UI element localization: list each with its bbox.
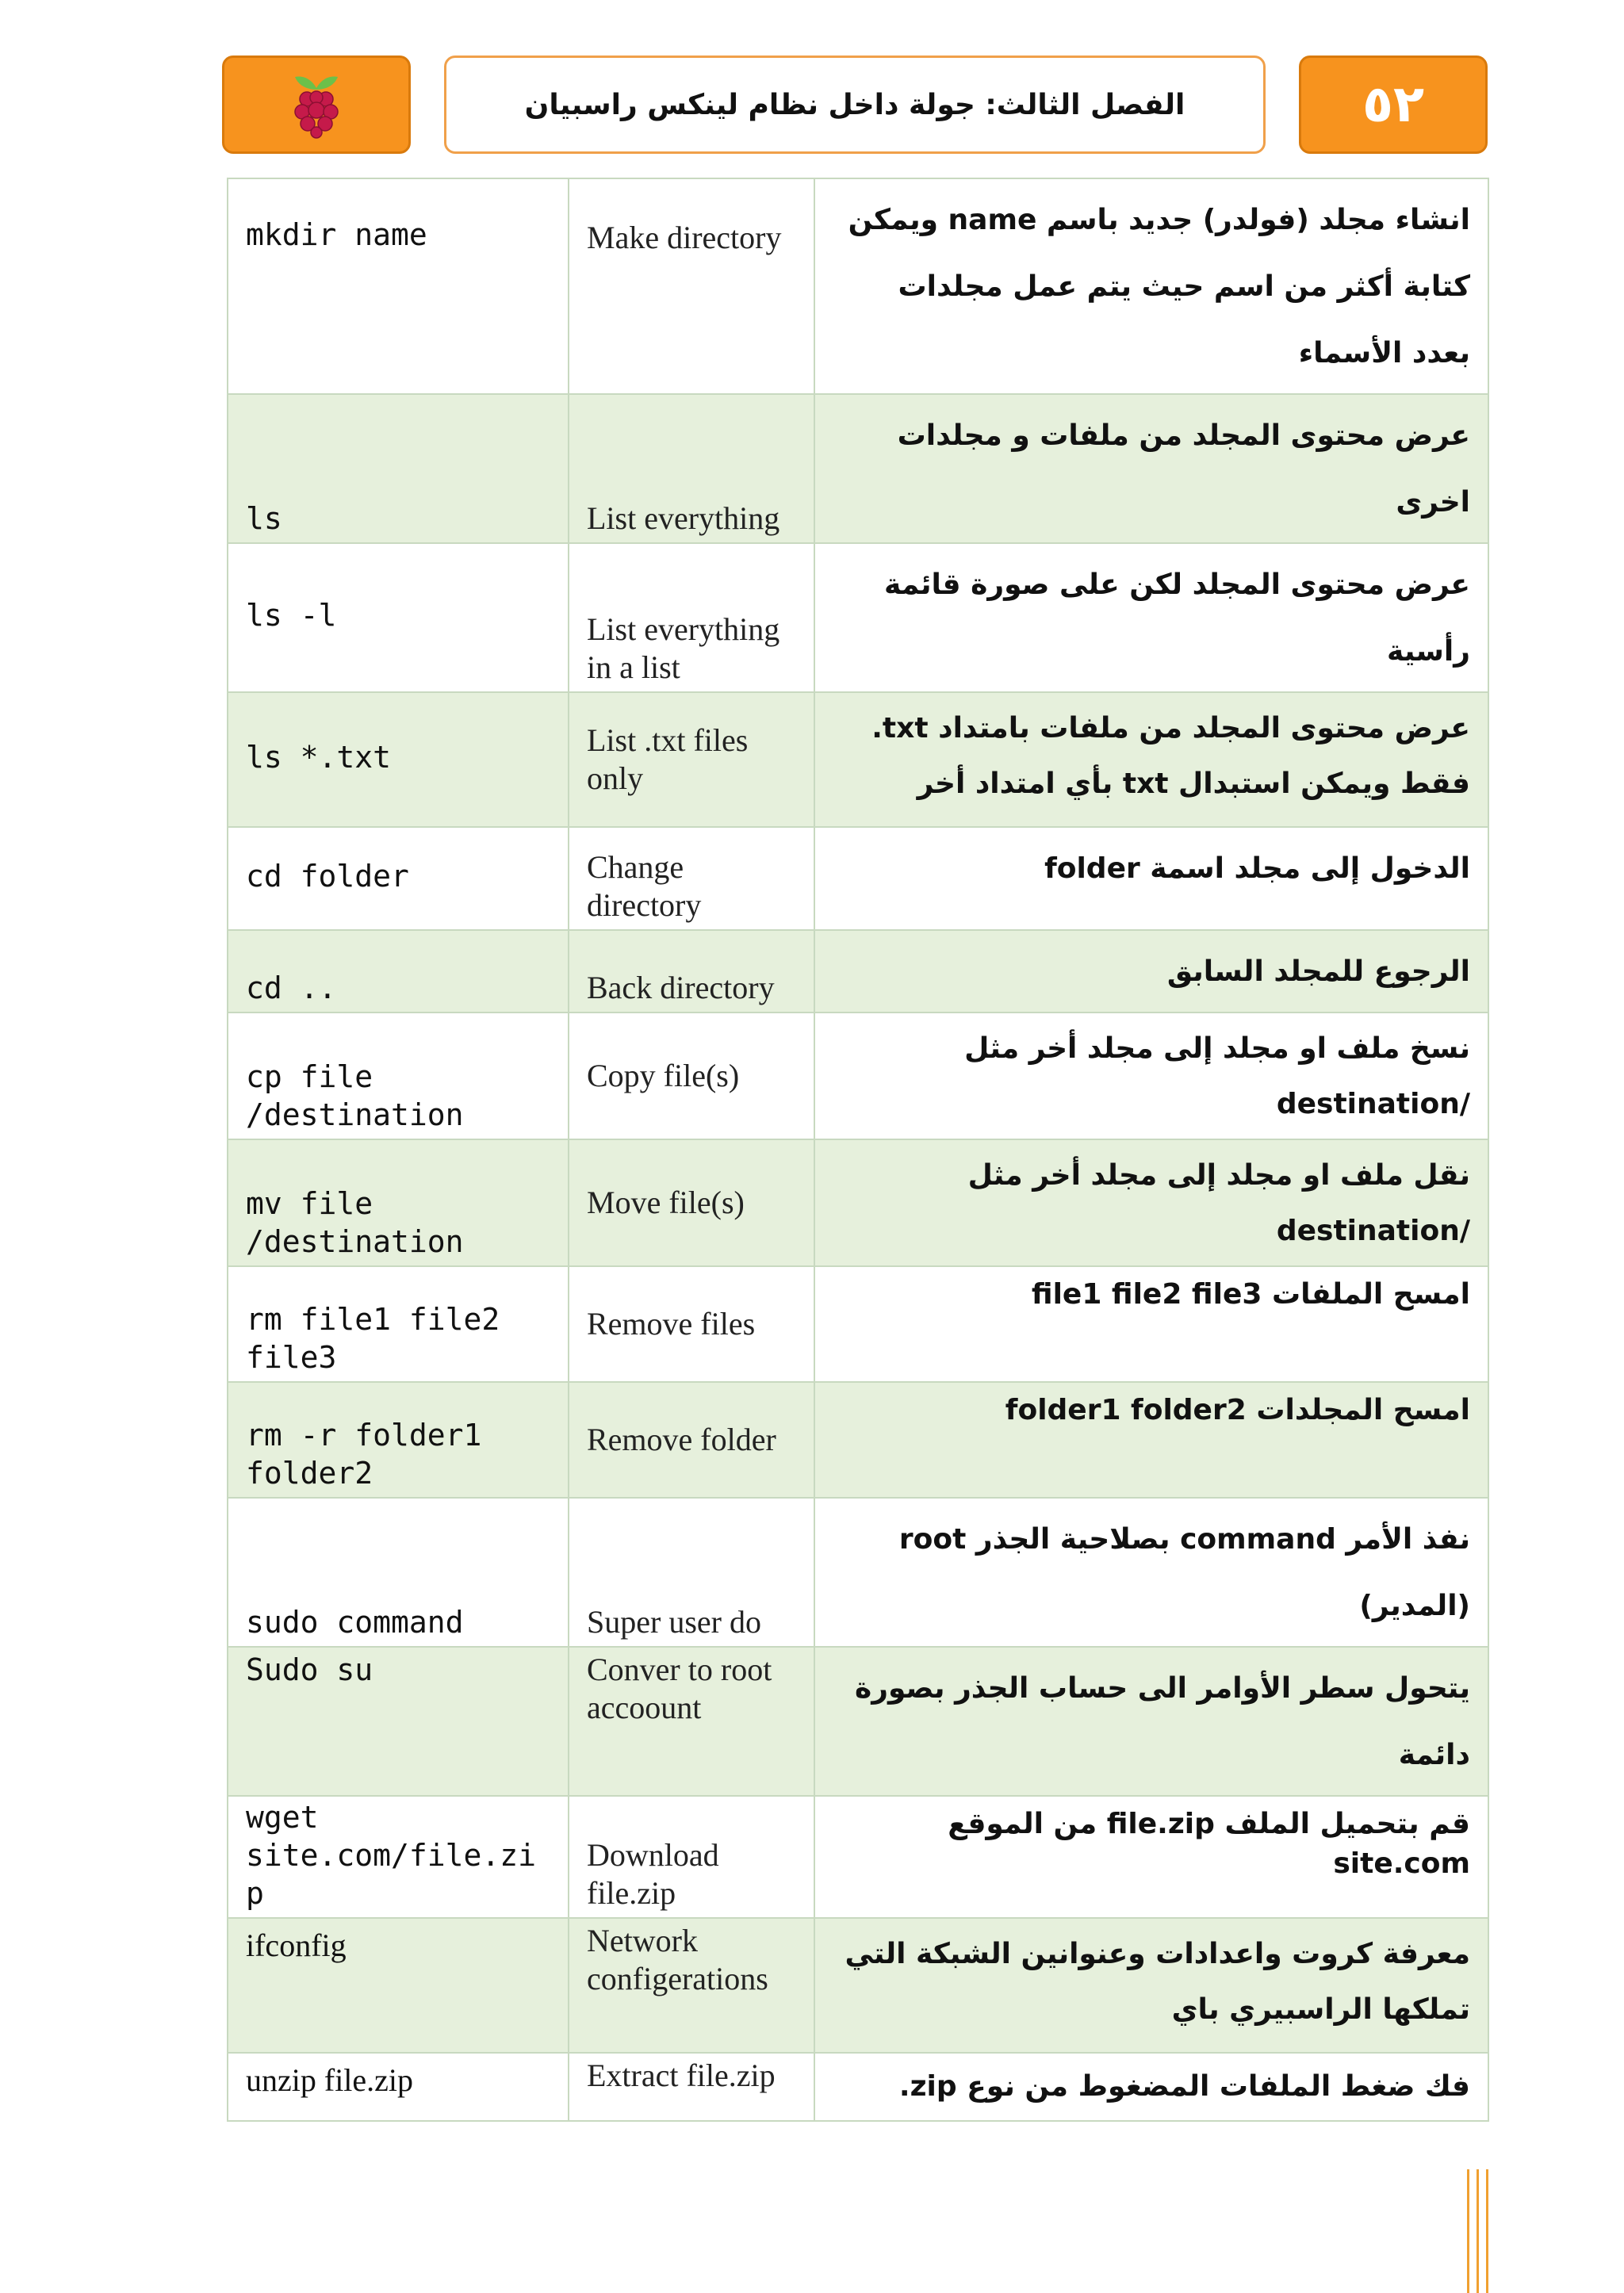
table-row (228, 692, 1488, 827)
logo-badge (222, 56, 411, 154)
english-description-cell: Change directory (569, 827, 814, 930)
english-description-cell: Copy file(s) (569, 1013, 814, 1139)
table-row (228, 394, 1488, 543)
arabic-description-cell: امسح المجلدات folder1 folder2 (814, 1382, 1488, 1498)
arabic-description-cell: نقل ملف او مجلد إلى مجلد أخر مثل /destination (814, 1139, 1488, 1266)
table-row (228, 178, 1488, 394)
command-cell: ls *.txt (228, 692, 569, 827)
arabic-description-cell: الرجوع للمجلد السابق (814, 930, 1488, 1013)
command-cell: cd folder (228, 827, 569, 930)
english-description-cell: Network configerations (569, 1918, 814, 2053)
table-row (228, 827, 1488, 930)
decorative-lines (1467, 2169, 1491, 2293)
table-row (228, 2053, 1488, 2121)
command-cell: ifconfig (228, 1918, 569, 2053)
english-description-cell: Conver to root accoount (569, 1647, 814, 1796)
english-description-cell: Back directory (569, 930, 814, 1013)
arabic-description-cell: نسخ ملف او مجلد إلى مجلد أخر مثل /destination (814, 1013, 1488, 1139)
english-description-cell: Extract file.zip (569, 2053, 814, 2121)
english-description-cell: Super user do (569, 1498, 814, 1647)
arabic-description-cell: امسح الملفات file1 file2 file3 (814, 1266, 1488, 1382)
chapter-title: الفصل الثالث: جولة داخل نظام لينكس راسبيان (524, 88, 1185, 121)
arabic-description-cell: انشاء مجلد (فولدر) جديد باسم name ويمكن كتابة أكثر من اسم حيث يتم عمل مجلدات بعدد الأسماء (814, 178, 1488, 394)
english-description-cell: List everything in a list (569, 543, 814, 692)
command-cell: ls -l (228, 543, 569, 692)
table-row (228, 1796, 1488, 1918)
arabic-description-cell: يتحول سطر الأوامر الى حساب الجذر بصورة دائمة (814, 1647, 1488, 1796)
arabic-description-cell: الدخول إلى مجلد اسمة folder (814, 827, 1488, 930)
chapter-title-box (444, 56, 1266, 154)
commands-table (227, 178, 1489, 2122)
page-number: ٥٢ (1362, 75, 1425, 134)
command-cell: Sudo su (228, 1647, 569, 1796)
arabic-description-cell: نفذ الأمر command بصلاحية الجذر root (المدير) (814, 1498, 1488, 1647)
table-row (228, 1139, 1488, 1266)
arabic-description-cell: عرض محتوى المجلد من ملفات و مجلدات اخرى (814, 394, 1488, 543)
english-description-cell: List .txt files only (569, 692, 814, 827)
arabic-description-cell: عرض محتوى المجلد من ملفات بامتداد txt. فقط ويمكن استبدال txt بأي امتداد أخر (814, 692, 1488, 827)
arabic-description-cell: قم بتحميل الملف file.zip من الموقع site.com (814, 1796, 1488, 1918)
english-description-cell: Make directory (569, 178, 814, 394)
page-number-box (1299, 56, 1488, 154)
raspberry-pi-logo-icon (289, 71, 344, 139)
command-cell: wget site.com/file.zip (228, 1796, 569, 1918)
english-description-cell: Download file.zip (569, 1796, 814, 1918)
table-row (228, 1498, 1488, 1647)
command-cell: cp file /destination (228, 1013, 569, 1139)
english-description-cell: Remove folder (569, 1382, 814, 1498)
command-cell: unzip file.zip (228, 2053, 569, 2121)
arabic-description-cell: فك ضغط الملفات المضغوط من نوع zip. (814, 2053, 1488, 2121)
command-cell: rm -r folder1 folder2 (228, 1382, 569, 1498)
english-description-cell: Move file(s) (569, 1139, 814, 1266)
command-cell: cd .. (228, 930, 569, 1013)
arabic-description-cell: معرفة كروت واعدادات وعنوانين الشبكة التي تملكها الراسبيري باي (814, 1918, 1488, 2053)
command-cell: mv file /destination (228, 1139, 569, 1266)
command-cell: sudo command (228, 1498, 569, 1647)
command-cell: mkdir name (228, 178, 569, 394)
table-row (228, 930, 1488, 1013)
table-row (228, 1647, 1488, 1796)
command-cell: ls (228, 394, 569, 543)
command-cell: rm file1 file2 file3 (228, 1266, 569, 1382)
table-row (228, 1918, 1488, 2053)
arabic-description-cell: عرض محتوى المجلد لكن على صورة قائمة رأسية (814, 543, 1488, 692)
table-row (228, 1382, 1488, 1498)
table-row (228, 1266, 1488, 1382)
english-description-cell: List everything (569, 394, 814, 543)
table-row (228, 543, 1488, 692)
english-description-cell: Remove files (569, 1266, 814, 1382)
table-row (228, 1013, 1488, 1139)
